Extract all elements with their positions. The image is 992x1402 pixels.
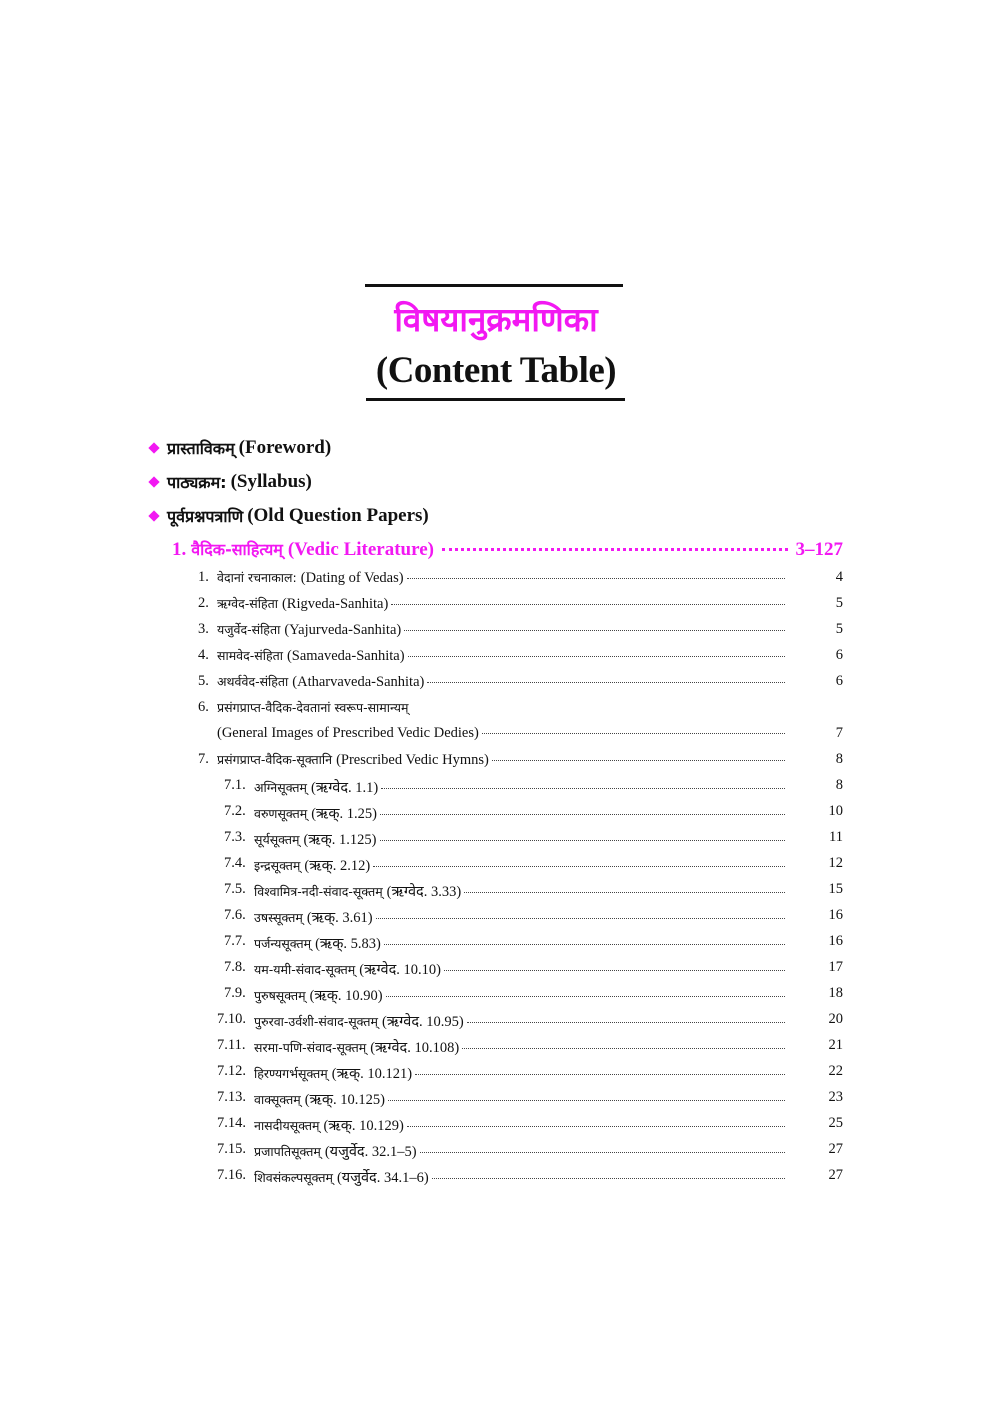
item-page: 8 xyxy=(835,777,843,793)
item-text xyxy=(254,1089,785,1109)
item-page: 27 xyxy=(828,1141,843,1157)
item-english: (General Images of Prescribed Vedic Dedies) xyxy=(217,725,479,741)
item-page: 12 xyxy=(828,855,843,871)
item-text xyxy=(254,907,785,927)
entry-english: (Foreword) xyxy=(238,437,332,458)
toc-item[interactable] xyxy=(0,1112,992,1138)
item-english: (Atharvaveda-Sanhita) xyxy=(292,674,425,690)
item-english: (ऋग्वेद. 10.10) xyxy=(359,962,441,978)
item-english: (यजुर्वेद. 32.1–5) xyxy=(324,1144,417,1160)
item-page: 25 xyxy=(828,1115,843,1131)
item-number: 7.15. xyxy=(217,1141,246,1157)
item-text xyxy=(217,699,412,716)
item-english: (ऋग्वेद. 1.1) xyxy=(311,780,379,796)
item-number: 7.4. xyxy=(224,855,246,871)
item-hindi: वाक्सूक्तम् xyxy=(254,1092,301,1107)
item-number: 3. xyxy=(198,621,209,637)
leader-dots xyxy=(376,918,785,919)
leader-dots xyxy=(373,866,785,867)
item-page: 20 xyxy=(828,1011,843,1027)
leader-dots xyxy=(427,682,785,683)
item-number: 7.13. xyxy=(217,1089,246,1105)
item-hindi: पुरुषसूक्तम् xyxy=(254,988,306,1003)
item-hindi: प्रसंगप्राप्त-वैदिक-देवतानां स्वरूप-सामान्यम् xyxy=(217,700,409,715)
item-hindi: यम-यमी-संवाद-सूक्तम् xyxy=(254,962,356,977)
leader-dots xyxy=(380,840,786,841)
entry-english: (Old Question Papers) xyxy=(247,505,429,526)
toc-item[interactable] xyxy=(0,1060,992,1086)
item-hindi: सरमा-पणि-संवाद-सूक्तम् xyxy=(254,1040,367,1055)
item-number: 7.8. xyxy=(224,959,246,975)
item-text xyxy=(254,959,785,979)
item-page: 5 xyxy=(835,621,843,637)
leader-dots xyxy=(432,1178,785,1179)
item-page: 21 xyxy=(828,1037,843,1053)
item-english: (ऋग्वेद. 10.108) xyxy=(370,1040,460,1056)
item-english: (Samaveda-Sanhita) xyxy=(286,648,405,664)
diamond-bullet-icon xyxy=(148,442,159,453)
item-page: 8 xyxy=(835,751,843,767)
item-hindi: सूर्यसूक्तम् xyxy=(254,832,300,847)
item-english: (ऋक्. 10.129) xyxy=(323,1118,404,1134)
toc-syllabus[interactable] xyxy=(150,471,312,493)
entry-hindi: प्रास्ताविकम् xyxy=(167,439,235,458)
leader-dots xyxy=(384,944,785,945)
item-text xyxy=(254,1167,785,1187)
leader-dots xyxy=(388,1100,785,1101)
item-english: (ऋक्. 1.125) xyxy=(303,832,377,848)
item-hindi: प्रजापतिसूक्तम् xyxy=(254,1144,321,1159)
item-english: (यजुर्वेद. 34.1–6) xyxy=(336,1170,429,1186)
toc-item[interactable] xyxy=(0,1164,992,1190)
toc-item[interactable] xyxy=(0,852,992,878)
leader-dots xyxy=(407,1126,785,1127)
item-number: 7.3. xyxy=(224,829,246,845)
item-number: 6. xyxy=(198,699,209,715)
item-hindi: शिवसंकल्पसूक्तम् xyxy=(254,1170,333,1185)
item-number: 4. xyxy=(198,647,209,663)
title-top-rule xyxy=(365,284,623,287)
entry-hindi: पाठ्यक्रम: xyxy=(167,473,227,492)
title-hindi: विषयानुक्रमणिका xyxy=(394,300,598,339)
item-english: (Prescribed Vedic Hymns) xyxy=(336,752,489,768)
item-hindi: पर्जन्यसूक्तम् xyxy=(254,936,312,951)
item-text xyxy=(254,1037,785,1057)
toc-item[interactable] xyxy=(0,748,992,774)
item-hindi: नासदीयसूक्तम् xyxy=(254,1118,320,1133)
toc-item[interactable] xyxy=(0,956,992,982)
item-number: 7.11. xyxy=(217,1037,246,1053)
item-number: 7.2. xyxy=(224,803,246,819)
item-text xyxy=(217,725,785,742)
item-hindi: इन्द्रसूक्तम् xyxy=(254,858,301,873)
item-text xyxy=(217,621,785,639)
item-number: 7.7. xyxy=(224,933,246,949)
toc-item[interactable] xyxy=(0,800,992,826)
leader-dots xyxy=(407,578,785,579)
item-text xyxy=(254,1141,785,1161)
item-page: 4 xyxy=(835,569,843,585)
item-page: 6 xyxy=(835,647,843,663)
leader-dots xyxy=(420,1152,785,1153)
item-english: (ऋग्वेद. 10.95) xyxy=(381,1014,464,1030)
item-english: (Dating of Vedas) xyxy=(300,570,404,586)
leader-dots xyxy=(492,760,785,761)
item-hindi: हिरण्यगर्भसूक्तम् xyxy=(254,1066,328,1081)
leader-dots xyxy=(408,656,785,657)
item-page: 6 xyxy=(835,673,843,689)
leader-dots xyxy=(381,788,785,789)
item-hindi: पुरुरवा-उर्वशी-संवाद-सूक्तम् xyxy=(254,1014,378,1029)
item-number: 5. xyxy=(198,673,209,689)
item-page: 17 xyxy=(828,959,843,975)
item-page: 7 xyxy=(835,725,843,741)
entry-english: (Syllabus) xyxy=(230,471,312,492)
leader-dots xyxy=(464,892,785,893)
item-text xyxy=(217,595,785,613)
item-text xyxy=(254,933,785,953)
toc-item[interactable] xyxy=(0,774,992,800)
toc-item[interactable] xyxy=(0,566,992,592)
item-number: 7. xyxy=(198,751,209,767)
toc-item[interactable] xyxy=(0,1008,992,1034)
leader-dots xyxy=(467,1022,785,1023)
toc-section-vedic-literature[interactable] xyxy=(172,538,843,561)
item-text xyxy=(254,1063,785,1083)
item-text xyxy=(217,647,785,665)
item-hindi: सामवेद-संहिता xyxy=(217,648,283,663)
section-pages: 3–127 xyxy=(795,539,843,560)
toc-item[interactable] xyxy=(0,696,992,722)
item-english: (Rigveda-Sanhita) xyxy=(281,596,389,612)
title-bottom-rule xyxy=(366,398,625,401)
item-number: 7.16. xyxy=(217,1167,246,1183)
item-number: 2. xyxy=(198,595,209,611)
diamond-bullet-icon xyxy=(148,476,159,487)
section-hindi: वैदिक-साहित्यम् xyxy=(191,540,283,559)
toc-item[interactable] xyxy=(0,826,992,852)
item-page: 16 xyxy=(828,933,843,949)
item-page: 10 xyxy=(828,803,843,819)
item-english: (ऋक्. 10.121) xyxy=(331,1066,413,1082)
item-text xyxy=(254,1115,785,1135)
item-text xyxy=(254,855,785,875)
item-page: 15 xyxy=(828,881,843,897)
item-page: 18 xyxy=(828,985,843,1001)
toc-items xyxy=(0,566,992,1190)
item-hindi: विश्वामित्र-नदी-संवाद-सूक्तम् xyxy=(254,884,383,899)
item-english: (ऋक्. 10.90) xyxy=(309,988,383,1004)
item-text xyxy=(254,985,785,1005)
item-text xyxy=(217,673,785,691)
toc-item[interactable] xyxy=(0,1034,992,1060)
title-english: (Content Table) xyxy=(375,350,617,391)
toc-old-question-papers[interactable] xyxy=(150,505,429,527)
toc-foreword[interactable] xyxy=(150,437,331,459)
leader-dots xyxy=(462,1048,785,1049)
item-english: (ऋक्. 5.83) xyxy=(315,936,381,952)
item-number: 7.14. xyxy=(217,1115,246,1131)
toc-item[interactable] xyxy=(0,1086,992,1112)
item-number: 1. xyxy=(198,569,209,585)
toc-item[interactable] xyxy=(0,644,992,670)
item-number: 7.10. xyxy=(217,1011,246,1027)
toc-item[interactable] xyxy=(0,670,992,696)
leader-dots xyxy=(404,630,785,631)
section-english: (Vedic Literature) xyxy=(287,539,434,560)
item-text xyxy=(254,881,785,901)
item-number: 7.9. xyxy=(224,985,246,1001)
item-number: 7.5. xyxy=(224,881,246,897)
toc-item[interactable] xyxy=(0,1138,992,1164)
item-hindi: अथर्ववेद-संहिता xyxy=(217,674,289,689)
entry-hindi: पूर्वप्रश्नपत्राणि xyxy=(167,507,244,526)
leader-dots xyxy=(415,1074,785,1075)
item-page: 27 xyxy=(828,1167,843,1183)
item-page: 22 xyxy=(828,1063,843,1079)
toc-item[interactable] xyxy=(0,878,992,904)
item-english: (ऋक्. 1.25) xyxy=(311,806,378,822)
item-hindi: ऋग्वेद-संहिता xyxy=(217,596,278,611)
item-number: 7.1. xyxy=(224,777,246,793)
item-text xyxy=(217,569,785,587)
leader-dots xyxy=(391,604,785,605)
item-hindi: प्रसंगप्राप्त-वैदिक-सूक्तानि xyxy=(217,752,333,767)
item-text xyxy=(254,829,785,849)
item-text xyxy=(254,777,785,797)
item-hindi: उषस्सूक्तम् xyxy=(254,910,303,925)
item-english: (ऋग्वेद. 3.33) xyxy=(386,884,462,900)
leader-dots xyxy=(442,548,788,551)
leader-dots xyxy=(444,970,785,971)
diamond-bullet-icon xyxy=(148,510,159,521)
item-page: 11 xyxy=(829,829,843,845)
item-text xyxy=(217,751,785,769)
section-number: 1. xyxy=(172,539,187,560)
item-hindi: वेदानां रचनाकाल: xyxy=(217,570,297,585)
item-page: 5 xyxy=(835,595,843,611)
item-english: (ऋक्. 2.12) xyxy=(304,858,371,874)
toc-item[interactable] xyxy=(0,618,992,644)
item-hindi: यजुर्वेद-संहिता xyxy=(217,622,281,637)
toc-item[interactable] xyxy=(0,722,992,748)
item-hindi: अग्निसूक्तम् xyxy=(254,780,307,795)
item-english: (ऋक्. 10.125) xyxy=(304,1092,385,1108)
toc-item[interactable] xyxy=(0,982,992,1008)
toc-item[interactable] xyxy=(0,930,992,956)
item-hindi: वरुणसूक्तम् xyxy=(254,806,308,821)
toc-item[interactable] xyxy=(0,904,992,930)
leader-dots xyxy=(386,996,785,997)
item-number: 7.12. xyxy=(217,1063,246,1079)
item-page: 23 xyxy=(828,1089,843,1105)
item-english: (Yajurveda-Sanhita) xyxy=(284,622,402,638)
item-page: 16 xyxy=(828,907,843,923)
leader-dots xyxy=(380,814,785,815)
item-text xyxy=(254,803,785,823)
item-number: 7.6. xyxy=(224,907,246,923)
toc-item[interactable] xyxy=(0,592,992,618)
item-english: (ऋक्. 3.61) xyxy=(306,910,373,926)
leader-dots xyxy=(482,733,785,734)
item-text xyxy=(254,1011,785,1031)
